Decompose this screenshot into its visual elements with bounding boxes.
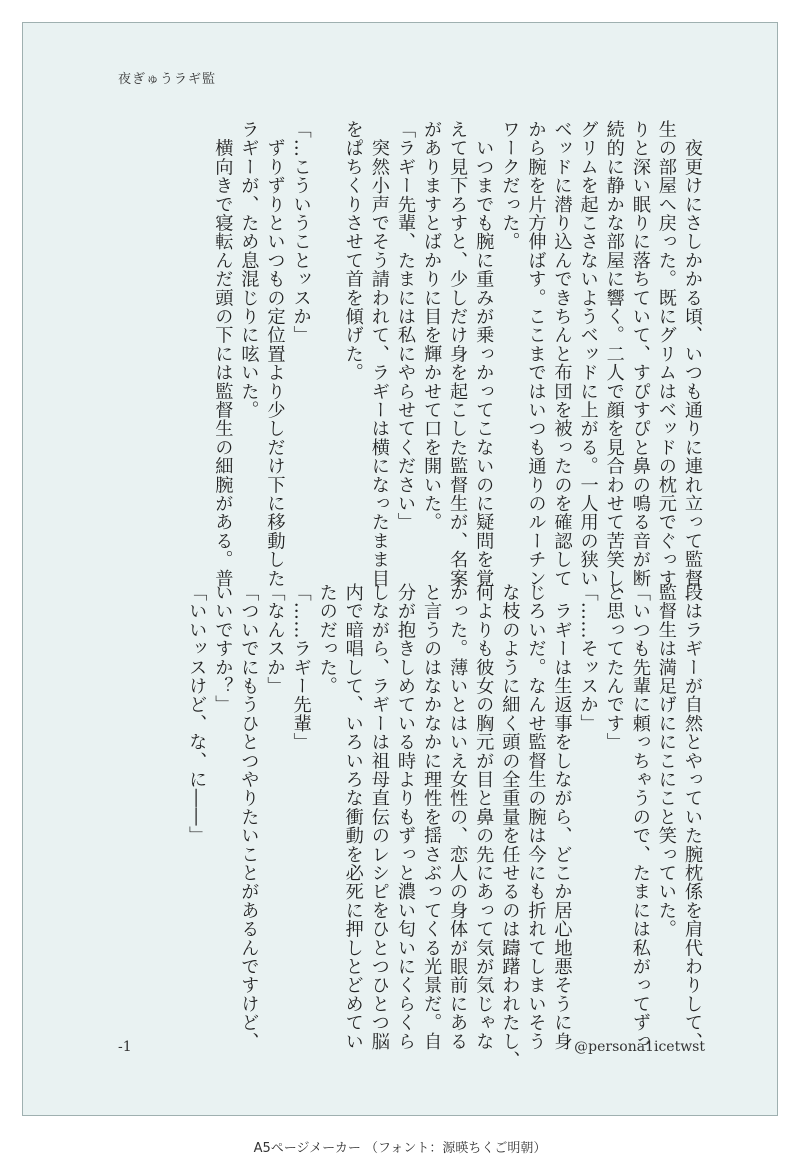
text-line: いつまでも腕に重みが乗っかってこないのに疑問を覚 [473,120,495,588]
text-line: から腕を片方伸ばす。ここまではいつも通りのルーチン [525,120,547,588]
text-line: 何よりも彼女の胸元が目と鼻の先にあって気が気じゃな [473,583,495,1051]
text-line: 監督生は満足げににこにこと笑っていた。 [655,583,677,939]
text-line: と言うのはなかなかに理性を揺さぶってくる光景だ。自 [421,583,443,1051]
text-line: ベッドに潜り込んできちんと布団を被ったのを確認して [551,120,573,588]
text-line: しながら、ラギーは祖母直伝のレシピをひとつひとつ脳 [368,583,390,1051]
text-line: 「ついでにもうひとつやりたいことがあるんですけど、 [238,583,260,1051]
page-number: -1 [118,1039,132,1055]
text-line: 「いいッスけど、な、に――」 [186,583,208,845]
text-line: 突然小声でそう請われて、ラギーは横になったまま目 [368,120,390,588]
text-line: 「なんスか」 [264,583,286,696]
text-line: 夜更けにさしかかる頃、いつも通りに連れ立って監督 [682,120,703,588]
text-line: 「ラギー先輩、たまには私にやらせてください」 [394,120,416,532]
text-line: ラギーが、ため息混じりに呟いた。 [238,120,260,420]
author-handle: @persona1icetwst [574,1039,705,1055]
text-line: 続的に静かな部屋に響く。二人で顔を見合わせて苦笑し、 [603,120,625,607]
text-line: 内で暗唱して、いろいろな衝動を必死に押しとどめてい [342,583,364,1051]
text-line: ずりずりといつもの定位置より少しだけ下に移動した [264,120,286,588]
text-line: 「いつも先輩に頼っちゃうので、たまには私がってずっ [629,583,651,1051]
text-line: 横向きで寝転んだ頭の下には監督生の細腕がある。普 [212,120,234,588]
text-line: 「……ラギー先輩」 [290,583,312,752]
text-line: 「……そッスか」 [577,583,599,733]
text-line: をぱちくりさせて首を傾げた。 [342,120,364,382]
text-line: 段はラギーが自然とやっていた腕枕係を肩代わりして、 [682,583,703,1051]
body-text-upper-block [130,120,705,607]
running-title: 夜ぎゅうラギ監 [118,72,217,87]
page-maker-credit: A5ページメーカー （フォント：源暎ちくご明朝） [253,1141,547,1156]
text-line [314,120,340,552]
text-line: ラギーは生返事をしながら、どこか居心地悪そうに身 [551,583,573,1051]
text-line: いいですか？」 [212,583,234,714]
text-line: がありますとばかりに目を輝かせて口を開いた。 [421,120,443,532]
text-line: たのだった。 [316,583,338,696]
text-line: 分が抱きしめている時よりもずっと濃い匂いにくらくら [394,583,416,1051]
text-line: な枝のように細く頭の全重量を任せるのは躊躇われたし、 [499,583,521,1070]
text-line: と思ってたんです」 [603,583,625,752]
text-line: かった。薄いとはいえ女性の、恋人の身体が眼前にある [447,583,469,1051]
text-line: りと深い眠りに落ちていて、すぴすぴと鼻の鳴る音が断 [629,120,651,588]
manuscript-page [22,22,778,1116]
text-line: 「…こういうことッスか」 [290,120,312,345]
text-line: えて見下ろすと、少しだけ身を起こした監督生が、名案 [447,120,469,588]
text-line: じろいだ。なんせ監督生の腕は今にも折れてしまいそう [525,583,547,1051]
text-line: グリムを起こさないようベッドに上がる。一人用の狭い [577,120,599,588]
text-line: ワークだった。 [499,120,521,251]
text-line: 生の部屋へ戻った。既にグリムはベッドの枕元でぐっす [655,120,677,588]
